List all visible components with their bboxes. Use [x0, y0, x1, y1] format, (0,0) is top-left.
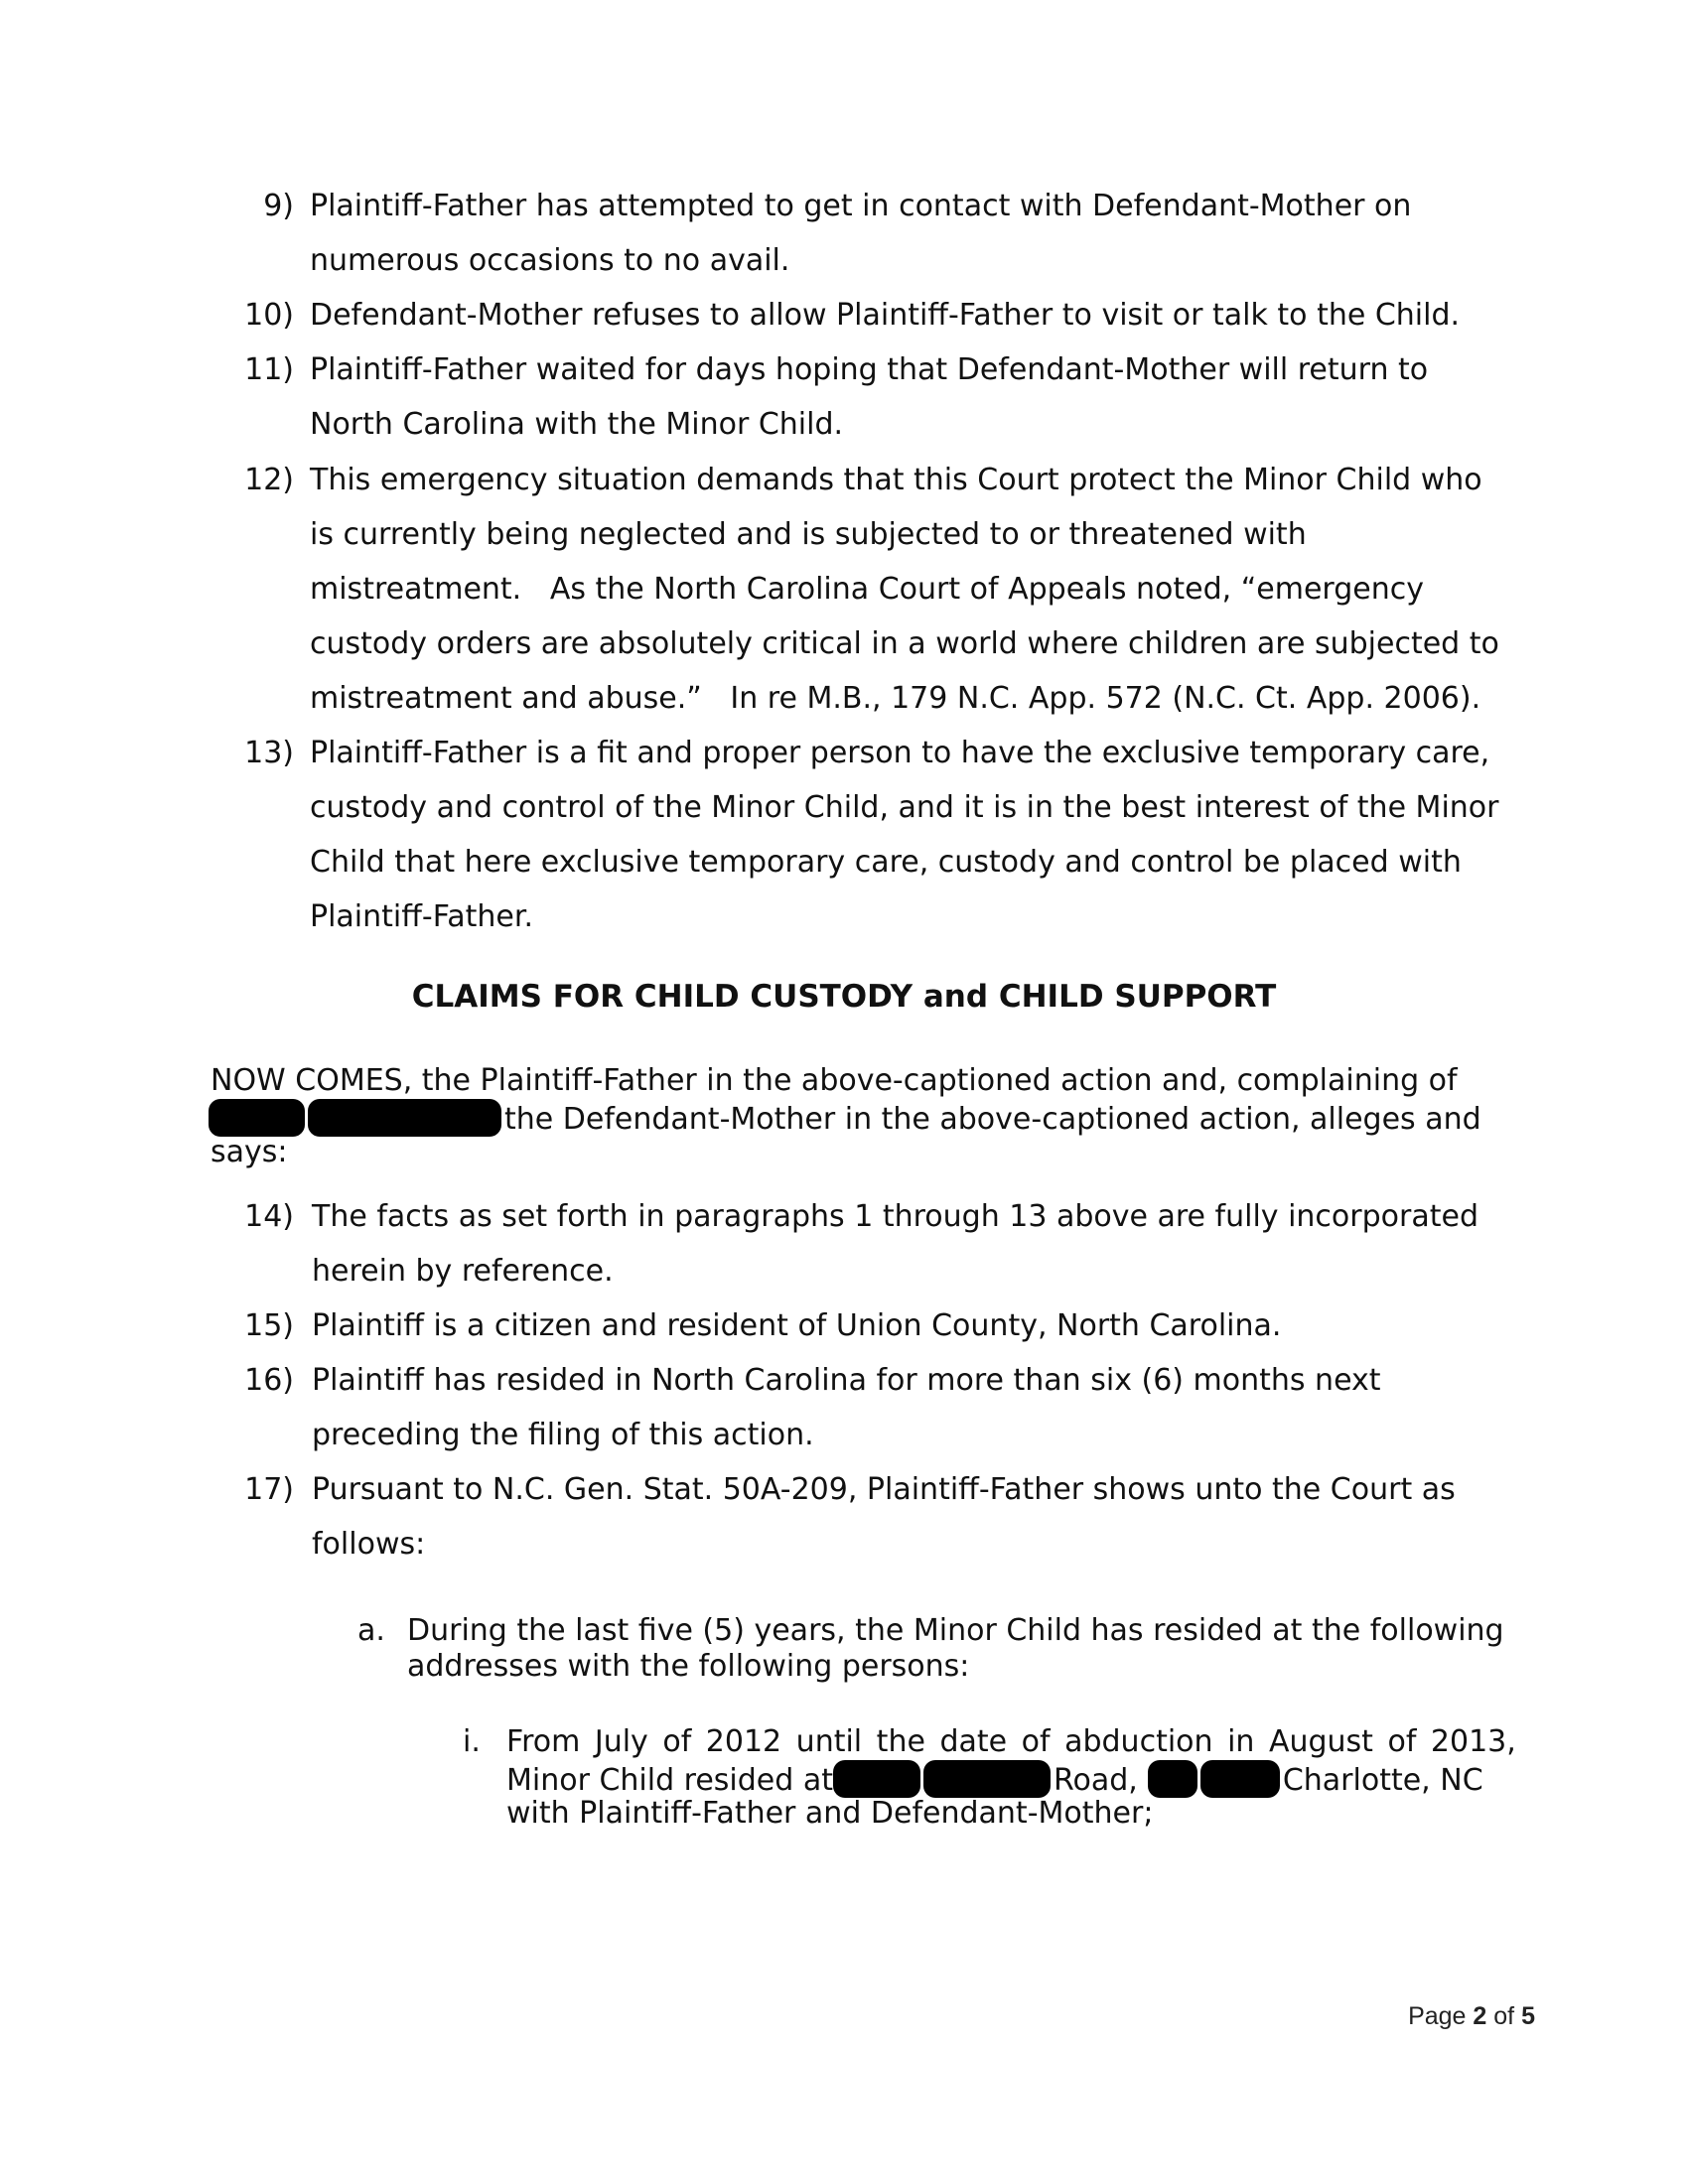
paragraph-number: 9) [263, 189, 294, 223]
section-heading: CLAIMS FOR CHILD CUSTODY and CHILD SUPPORT [411, 979, 1277, 1015]
paragraph-line: Defendant-Mother refuses to allow Plaintiff-Father to visit or talk to the Child. [310, 298, 1461, 333]
sub-item-a-label: a. [357, 1613, 385, 1648]
paragraph-line: herein by reference. [312, 1254, 614, 1289]
paragraph-line: The facts as set forth in paragraphs 1 through 13 above are fully incorporated [312, 1199, 1478, 1234]
paragraph-number: 15) [244, 1308, 294, 1343]
paragraph-line: is currently being neglected and is subjected to or threatened with [310, 517, 1307, 552]
paragraph-line: mistreatment. As the North Carolina Court of Appeals noted, “emergency [310, 572, 1424, 607]
paragraph-line: preceding the filing of this action. [312, 1418, 814, 1452]
footer-total-pages: 5 [1521, 2002, 1535, 2030]
paragraph-line: Plaintiff-Father is a fit and proper person to have the exclusive temporary care, [310, 736, 1490, 770]
paragraph-line: Plaintiff is a citizen and resident of Union County, North Carolina. [312, 1308, 1282, 1343]
paragraph-line: Pursuant to N.C. Gen. Stat. 50A-209, Plaintiff-Father shows unto the Court as [312, 1472, 1456, 1507]
redaction-block [833, 1760, 920, 1798]
paragraph-line: custody and control of the Minor Child, and it is in the best interest of the Minor [310, 790, 1499, 825]
intro-line-2 [209, 1099, 1481, 1137]
paragraph-line: Plaintiff-Father has attempted to get in contact with Defendant-Mother on [310, 189, 1412, 223]
sub-item-i-label: i. [463, 1724, 481, 1759]
paragraph-line: Child that here exclusive temporary care, custody and control be placed with [310, 845, 1462, 880]
paragraph-number: 10) [244, 298, 294, 333]
paragraph-line: mistreatment and abuse.” In re M.B., 179 N.C. App. 572 (N.C. Ct. App. 2006). [310, 681, 1481, 716]
paragraph-line: North Carolina with the Minor Child. [310, 407, 844, 442]
sub-item-a-line: During the last five (5) years, the Minor Child has resided at the following [407, 1613, 1504, 1648]
paragraph-line: This emergency situation demands that this Court protect the Minor Child who [310, 463, 1482, 497]
paragraph-line: custody orders are absolutely critical in a world where children are subjected to [310, 626, 1499, 661]
sub-item-i-text: Road, [1054, 1763, 1138, 1798]
sub-item-i-text: Minor Child resided at [506, 1763, 833, 1798]
redaction-block [1200, 1760, 1280, 1798]
sub-item-i-line: with Plaintiff-Father and Defendant-Mother; [506, 1796, 1154, 1831]
redaction-block [1148, 1760, 1197, 1798]
paragraph-number: 13) [244, 736, 294, 770]
sub-item-i-line-2 [506, 1760, 1483, 1798]
paragraph-number: 16) [244, 1363, 294, 1398]
page-number-footer [1408, 2002, 1535, 2031]
paragraph-number: 11) [244, 352, 294, 387]
paragraph-line: Plaintiff has resided in North Carolina for more than six (6) months next [312, 1363, 1381, 1398]
redaction-block [923, 1760, 1051, 1798]
paragraph-line: numerous occasions to no avail. [310, 243, 790, 278]
intro-line-2-text: the Defendant-Mother in the above-captioned action, alleges and [504, 1102, 1481, 1137]
redaction-block [308, 1099, 501, 1137]
footer-of-word: of [1493, 2002, 1515, 2030]
paragraph-line: Plaintiff-Father. [310, 899, 533, 934]
footer-page-num: 2 [1473, 2002, 1487, 2030]
sub-item-i-text: Charlotte, NC [1282, 1763, 1483, 1798]
sub-item-i-line: From July of 2012 until the date of abduction in August of 2013, [506, 1724, 1516, 1759]
paragraph-number: 17) [244, 1472, 294, 1507]
paragraph-number: 12) [244, 463, 294, 497]
redaction-block [209, 1099, 305, 1137]
intro-line-1: NOW COMES, the Plaintiff-Father in the above-captioned action and, complaining of [211, 1063, 1458, 1098]
intro-line-3: says: [211, 1135, 288, 1169]
sub-item-a-line: addresses with the following persons: [407, 1649, 970, 1684]
footer-page-word: Page [1408, 2002, 1467, 2030]
paragraph-line: follows: [312, 1527, 426, 1562]
paragraph-number: 14) [244, 1199, 294, 1234]
paragraph-line: Plaintiff-Father waited for days hoping that Defendant-Mother will return to [310, 352, 1429, 387]
